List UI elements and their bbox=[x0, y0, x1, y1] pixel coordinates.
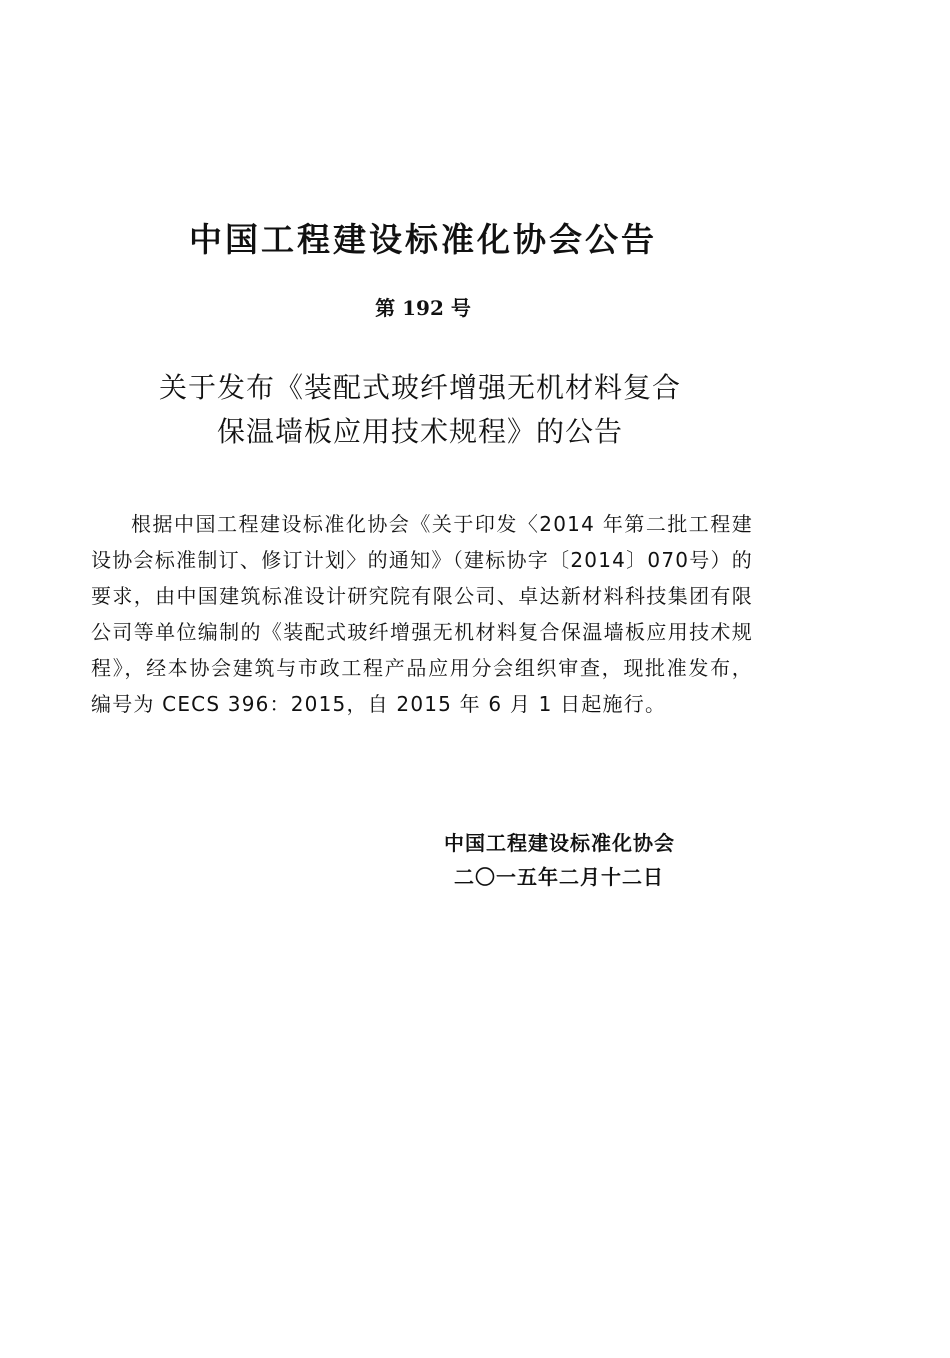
announcement-number: 第 192 号 bbox=[375, 296, 471, 320]
signature-date: 二〇一五年二月十二日 bbox=[454, 865, 664, 889]
signature-org: 中国工程建设标准化协会 bbox=[444, 831, 675, 855]
subject-line-2: 保温墙板应用技术规程》的公告 bbox=[216, 415, 623, 448]
signature-block bbox=[444, 826, 675, 894]
announcement-body: 根据中国工程建设标准化协会《关于印发〈2014 年第二批工程建设协会标准制订、修订计划〉的通知》（建标协字〔2014〕070号）的要求，由中国建筑标准设计研究院有限公司、卓达新材料科技集团有限公司等单位编制的《装配式玻纤增强无机材料复合保温墙板应用技术规程》，经本协会建筑与市政工程产品应用分会组织审查，现批准发布，编号为 CECS 396：2015，自 2015 年 6 月 1 日起施行。 bbox=[91, 512, 753, 716]
announcement-subject bbox=[0, 366, 840, 454]
announcement-org-title: 中国工程建设标准化协会公告 bbox=[189, 220, 657, 259]
subject-line-1: 关于发布《装配式玻纤增强无机材料复合 bbox=[158, 371, 681, 404]
